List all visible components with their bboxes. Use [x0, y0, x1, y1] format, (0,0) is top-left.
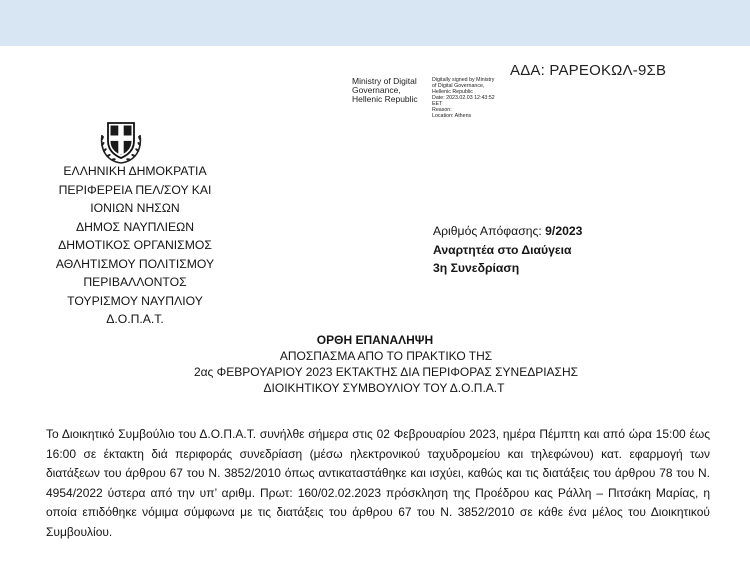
- decision-info: [433, 222, 582, 278]
- signature-detail-line: Digitally signed by Ministry: [432, 77, 495, 83]
- signature-issuer-line: Ministry of Digital: [352, 76, 417, 86]
- authority-line: Δ.Ο.Π.Α.Τ.: [106, 312, 164, 326]
- authority-line: ΕΛΛΗΝΙΚΗ ΔΗΜΟΚΡΑΤΙΑ: [63, 164, 207, 178]
- authority-line: ΙΟΝΙΩΝ ΝΗΣΩΝ: [90, 201, 180, 215]
- authority-line: ΠΕΡΙΒΑΛΛΟΝΤΟΣ: [83, 275, 187, 289]
- authority-line: ΔΗΜΟΤΙΚΟΣ ΟΡΓΑΝΙΣΜΟΣ: [58, 238, 212, 252]
- heading-title: ΟΡΘΗ ΕΠΑΝΑΛΗΨΗ: [316, 333, 434, 347]
- top-banner: [0, 0, 750, 46]
- signature-detail-line: Date: 2023.02.03 12:43:52: [432, 95, 495, 101]
- decision-number-value: 9/2023: [545, 224, 583, 238]
- digital-signature-details: [432, 77, 495, 119]
- body-paragraph: Το Διοικητικό Συμβούλιο του Δ.Ο.Π.Α.Τ. συνήλθε σήμερα στις 02 Φεβρουαρίου 2023, ημέρα Πέμπτη και από ώρα 15:00 έως 16:00 σε έκτακτη διά περιφοράς συνεδρίαση (μέσω ηλεκτρονικού ταχυδρομείου και τηλεφώνου) κατ. εφαρμογή των διατάξεων του άρθρου 67 του Ν. 3852/2010 όπως αντικαταστάθηκε και ισχύει, καθώς και τις διατάξεις του άρθρου 78 του Ν. 4954/2022 ύστερα από την υπ’ αριθμ. Πρωτ: 160/02.02.2023 πρόσκληση της Προέδρου κας Ράλλη – Πιτσάκη Μαρίας, η οποία επιδόθηκε νόμιμα σύμφωνα με τις διατάξεις του άρθρου 67 του Ν. 3852/2010 σε κάθε ένα μέλος του Διοικητικού Συμβουλίου.: [46, 427, 710, 539]
- authority-line: ΑΘΛΗΤΙΣΜΟΥ ΠΟΛΙΤΙΣΜΟΥ: [55, 256, 215, 271]
- signature-detail-line: Hellenic Republic: [432, 89, 473, 95]
- issuing-authority: [30, 162, 240, 329]
- decision-number: [433, 222, 582, 241]
- signature-issuer-line: Hellenic Republic: [352, 94, 418, 104]
- authority-line: ΤΟΥΡΙΣΜΟΥ ΝΑΥΠΛΙΟΥ: [67, 293, 203, 308]
- signature-detail-line: of Digital Governance,: [432, 83, 485, 89]
- heading-line: 2ας ΦΕΒΡΟΥΑΡΙΟΥ 2023 ΕΚΤΑΚΤΗΣ ΔΙΑ ΠΕΡΙΦΟΡΑΣ ΣΥΝΕΔΡΙΑΣΗΣ: [193, 365, 579, 379]
- heading-line: ΔΙΟΙΚΗΤΙΚΟΥ ΣΥΜΒΟΥΛΙΟΥ ΤΟΥ Δ.Ο.Π.Α.Τ: [263, 381, 505, 395]
- session-number: 3η Συνεδρίαση: [433, 261, 520, 275]
- posting-note: Αναρτητέα στο Διαύγεια: [433, 242, 572, 257]
- authority-line: ΔΗΜΟΣ ΝΑΥΠΛΙΕΩΝ: [75, 219, 195, 234]
- digital-signature-issuer: [352, 77, 418, 104]
- ada-code: ΑΔΑ: ΡΑΡΕΟΚΩΛ-9ΣΒ: [510, 62, 667, 79]
- greek-coat-of-arms-icon: [96, 117, 146, 167]
- signature-detail-line: Reason:: [432, 107, 452, 113]
- decision-number-label: Αριθμός Απόφασης:: [433, 224, 546, 238]
- document-heading: [0, 332, 750, 396]
- signature-issuer-line: Governance,: [352, 85, 401, 95]
- heading-line: ΑΠΟΣΠΑΣΜΑ ΑΠΟ ΤΟ ΠΡΑΚΤΙΚΟ ΤΗΣ: [279, 349, 493, 363]
- signature-detail-line: EET: [432, 101, 443, 107]
- minutes-body: [46, 425, 710, 542]
- signature-detail-line: Location: Athens: [432, 113, 472, 119]
- authority-line: ΠΕΡΙΦΕΡΕΙΑ ΠΕΛ/ΣΟΥ ΚΑΙ: [58, 182, 212, 197]
